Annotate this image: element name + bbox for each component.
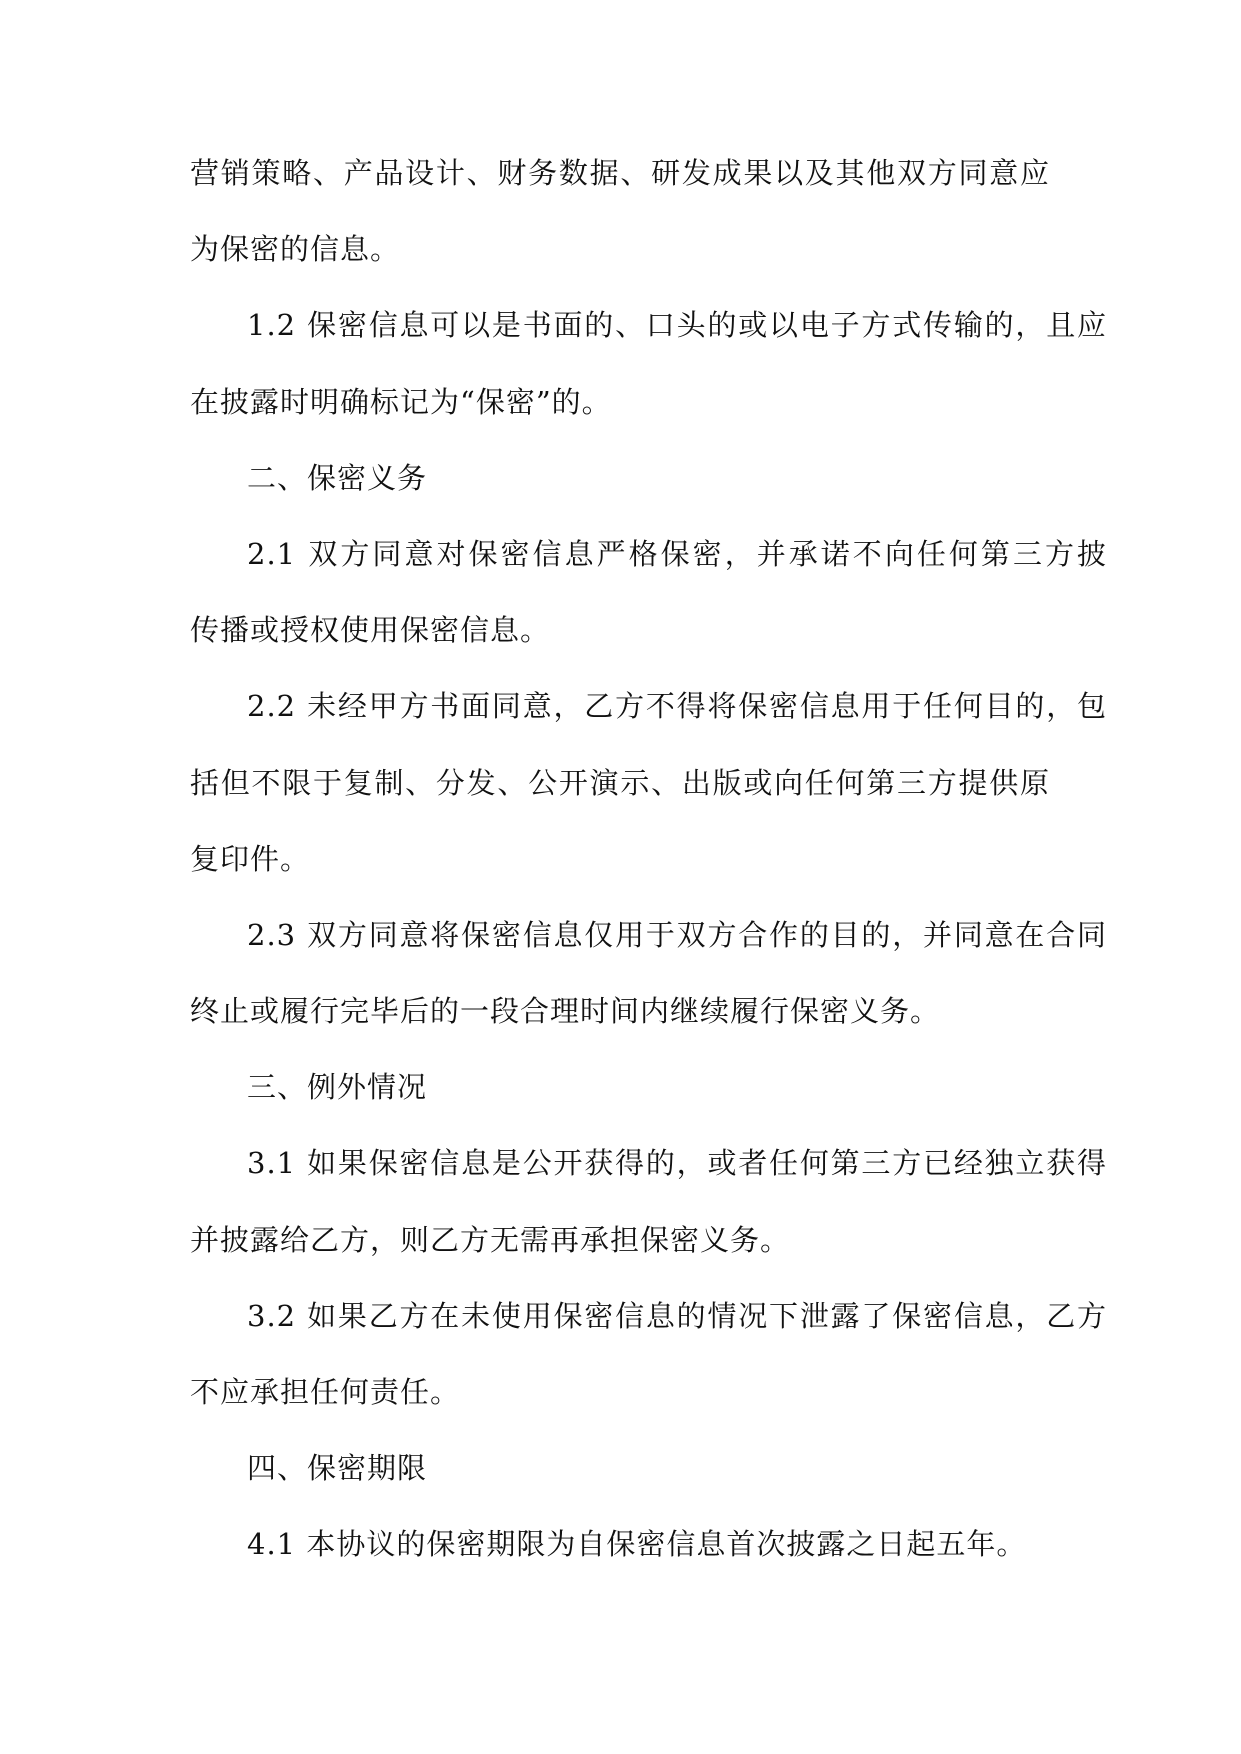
document-body <box>190 141 1107 1589</box>
clause-1-2: 1.2 保密信息可以是书面的、口头的或以电子方式传输的，且应 <box>247 308 1107 343</box>
text-line: 在披露时明确标记为“保密”的。 <box>190 384 612 419</box>
text-line: 括但不限于复制、分发、公开演示、出版或向任何第三方提供原 <box>190 765 1050 800</box>
text-line: 为保密的信息。 <box>190 232 401 267</box>
clause-3-2: 3.2 如果乙方在未使用保密信息的情况下泄露了保密信息，乙方 <box>247 1298 1107 1333</box>
text-line: 并披露给乙方，则乙方无需再承担保密义务。 <box>190 1222 791 1257</box>
text-line: 不应承担任何责任。 <box>190 1375 461 1409</box>
clause-4-1: 4.1 本协议的保密期限为自保密信息首次披露之日起五年。 <box>247 1527 1027 1562</box>
clause-3-1: 3.1 如果保密信息是公开获得的，或者任何第三方已经独立获得 <box>247 1146 1107 1181</box>
section-heading-4: 四、保密期限 <box>247 1451 428 1486</box>
clause-2-2: 2.2 未经甲方书面同意，乙方不得将保密信息用于任何目的，包 <box>247 689 1107 724</box>
section-heading-3: 三、例外情况 <box>247 1070 428 1105</box>
text-line: 传播或授权使用保密信息。 <box>190 613 551 648</box>
text-line: 营销策略、产品设计、财务数据、研发成果以及其他双方同意应 <box>190 156 1050 190</box>
text-line: 终止或履行完毕后的一段合理时间内继续履行保密义务。 <box>190 994 941 1029</box>
text-line: 复印件。 <box>190 841 311 876</box>
clause-2-3: 2.3 双方同意将保密信息仅用于双方合作的目的，并同意在合同 <box>247 917 1107 952</box>
section-heading-2: 二、保密义务 <box>247 460 428 495</box>
clause-2-1: 2.1 双方同意对保密信息严格保密，并承诺不向任何第三方披 <box>247 536 1107 571</box>
